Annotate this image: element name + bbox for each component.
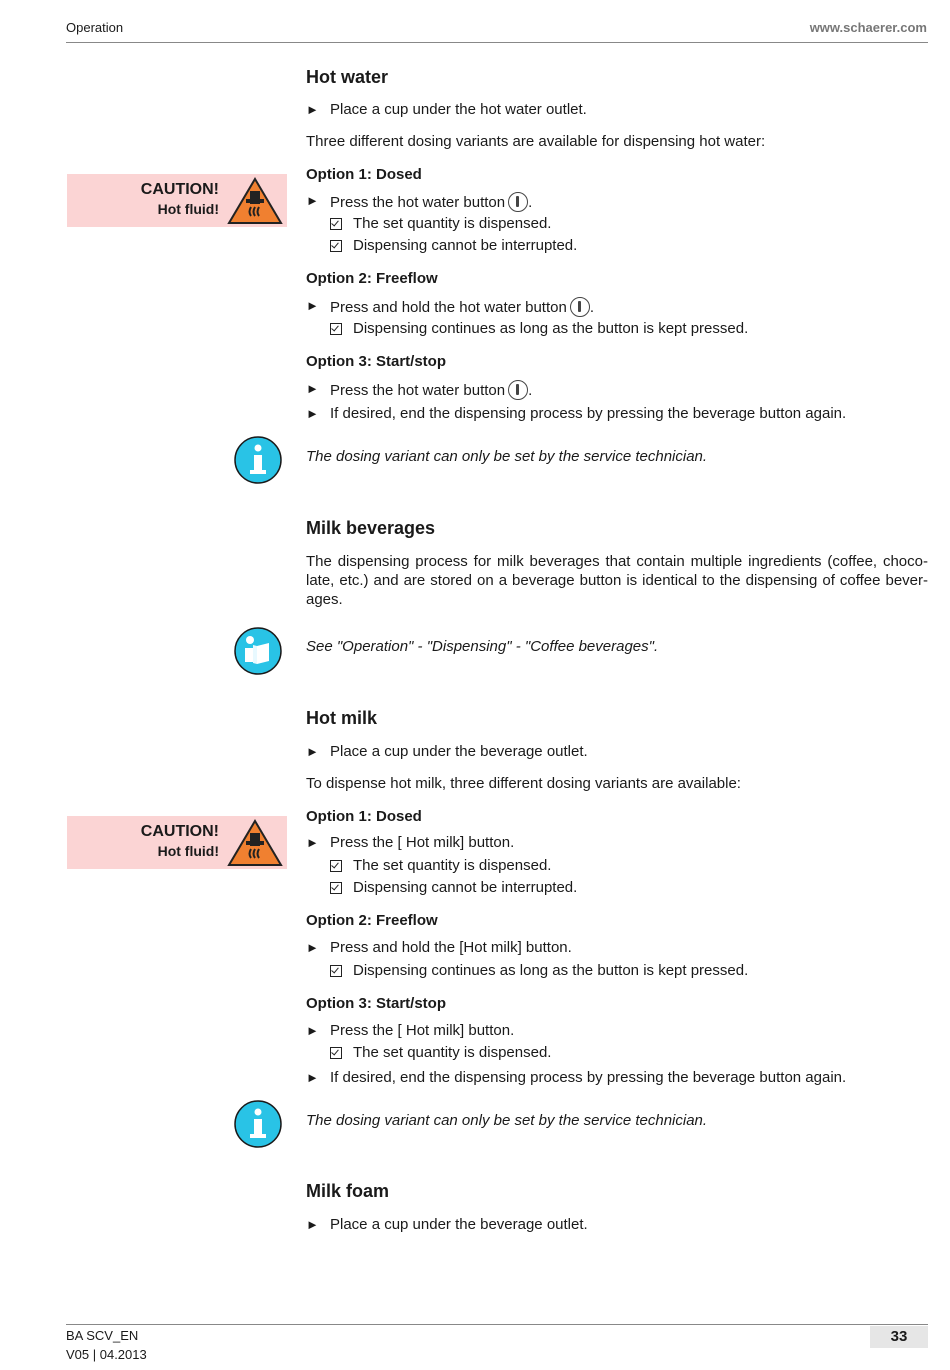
- option-title: Option 1: Dosed: [306, 808, 422, 825]
- caution-title: CAUTION!: [140, 823, 219, 840]
- caution-subtitle: Hot fluid!: [157, 843, 219, 859]
- step-text: Press the [ Hot milk] button.: [330, 1022, 515, 1039]
- result-text: Dispensing cannot be interrupted.: [353, 237, 578, 254]
- intro-text: Three different dosing variants are available for dispensing hot water:: [306, 133, 766, 150]
- step-text: Place a cup under the hot water outlet.: [330, 101, 587, 118]
- footer-divider: [66, 1324, 928, 1325]
- option-title: Option 2: Freeflow: [306, 912, 438, 929]
- intro-text: To dispense hot milk, three different dosing variants are available:: [306, 775, 741, 792]
- note-text: The dosing variant can only be set by the service technician.: [306, 1112, 708, 1129]
- section-title-hot-milk: Hot milk: [306, 708, 378, 728]
- result-text: The set quantity is dispensed.: [353, 857, 552, 874]
- arrow-icon: ►: [306, 835, 319, 850]
- arrow-icon: ►: [306, 381, 319, 396]
- arrow-icon: ►: [306, 744, 319, 759]
- checkbox-icon: [330, 218, 342, 230]
- result-text: The set quantity is dispensed.: [353, 215, 552, 232]
- step-text: Press the hot water button .: [330, 382, 533, 399]
- caution-box: [67, 174, 287, 227]
- result-text: Dispensing continues as long as the button is kept pressed.: [353, 320, 749, 337]
- hot-water-button-icon: [508, 380, 528, 400]
- result-text: Dispensing cannot be interrupted.: [353, 879, 578, 896]
- note-text: The dosing variant can only be set by the service technician.: [306, 448, 708, 465]
- checkbox-icon: [330, 1047, 342, 1059]
- arrow-icon: ►: [306, 406, 319, 421]
- header-divider: [66, 42, 928, 43]
- header-section: Operation: [66, 20, 124, 35]
- step-text: If desired, end the dispensing process by pressing the beverage button again.: [330, 405, 847, 422]
- section-title-milk-beverages: Milk beverages: [306, 518, 436, 538]
- arrow-icon: ►: [306, 1023, 319, 1038]
- caution-box: [67, 816, 287, 869]
- step-text: Press and hold the [Hot milk] button.: [330, 939, 572, 956]
- checkbox-icon: [330, 860, 342, 872]
- hot-fluid-warning-icon: [227, 819, 283, 867]
- step-label: Press the hot water button: [330, 382, 506, 399]
- section-title-milk-foam: Milk foam: [306, 1181, 390, 1201]
- step-text: Place a cup under the beverage outlet.: [330, 743, 588, 760]
- hot-water-button-icon: [570, 297, 590, 317]
- header-website[interactable]: www.schaerer.com: [809, 20, 927, 35]
- hot-fluid-warning-icon: [227, 177, 283, 225]
- info-icon: [233, 435, 283, 485]
- arrow-icon: ►: [306, 940, 319, 955]
- result-text: The set quantity is dispensed.: [353, 1044, 552, 1061]
- option-title: Option 2: Freeflow: [306, 270, 438, 287]
- footer-version: V05 | 04.2013: [66, 1347, 147, 1362]
- paragraph-text: The dispensing process for milk beverages that contain multiple ingredients (coffee, choco-late, etc.) and are stored on a beverage button is identical to the dispensing of coffee bever-ages.: [306, 553, 928, 608]
- result-text: Dispensing continues as long as the button is kept pressed.: [353, 962, 749, 979]
- step-label: Press and hold the hot water button: [330, 299, 567, 316]
- footer-doc-id: BA SCV_EN: [66, 1328, 139, 1343]
- checkbox-icon: [330, 323, 342, 335]
- reference-note: See "Operation" - "Dispensing" - "Coffee beverages".: [306, 638, 659, 655]
- step-text: If desired, end the dispensing process by pressing the beverage button again.: [330, 1069, 847, 1086]
- caution-subtitle: Hot fluid!: [157, 201, 219, 217]
- hot-water-button-icon: [508, 192, 528, 212]
- arrow-icon: ►: [306, 193, 319, 208]
- info-icon: [233, 1099, 283, 1149]
- step-text: Press the [ Hot milk] button.: [330, 834, 515, 851]
- manual-reference-icon: [233, 626, 283, 676]
- step-text: Place a cup under the beverage outlet.: [330, 1216, 588, 1233]
- step-text: Press the hot water button .: [330, 194, 533, 211]
- page-number: 33: [870, 1326, 928, 1348]
- checkbox-icon: [330, 240, 342, 252]
- checkbox-icon: [330, 882, 342, 894]
- arrow-icon: ►: [306, 1217, 319, 1232]
- option-title: Option 1: Dosed: [306, 166, 422, 183]
- arrow-icon: ►: [306, 298, 319, 313]
- section-title-hot-water: Hot water: [306, 67, 389, 87]
- caution-title: CAUTION!: [140, 181, 219, 198]
- option-title: Option 3: Start/stop: [306, 353, 446, 370]
- option-title: Option 3: Start/stop: [306, 995, 446, 1012]
- arrow-icon: ►: [306, 102, 319, 117]
- checkbox-icon: [330, 965, 342, 977]
- step-text: Press and hold the hot water button .: [330, 299, 594, 316]
- step-label: Press the hot water button: [330, 194, 506, 211]
- arrow-icon: ►: [306, 1070, 319, 1085]
